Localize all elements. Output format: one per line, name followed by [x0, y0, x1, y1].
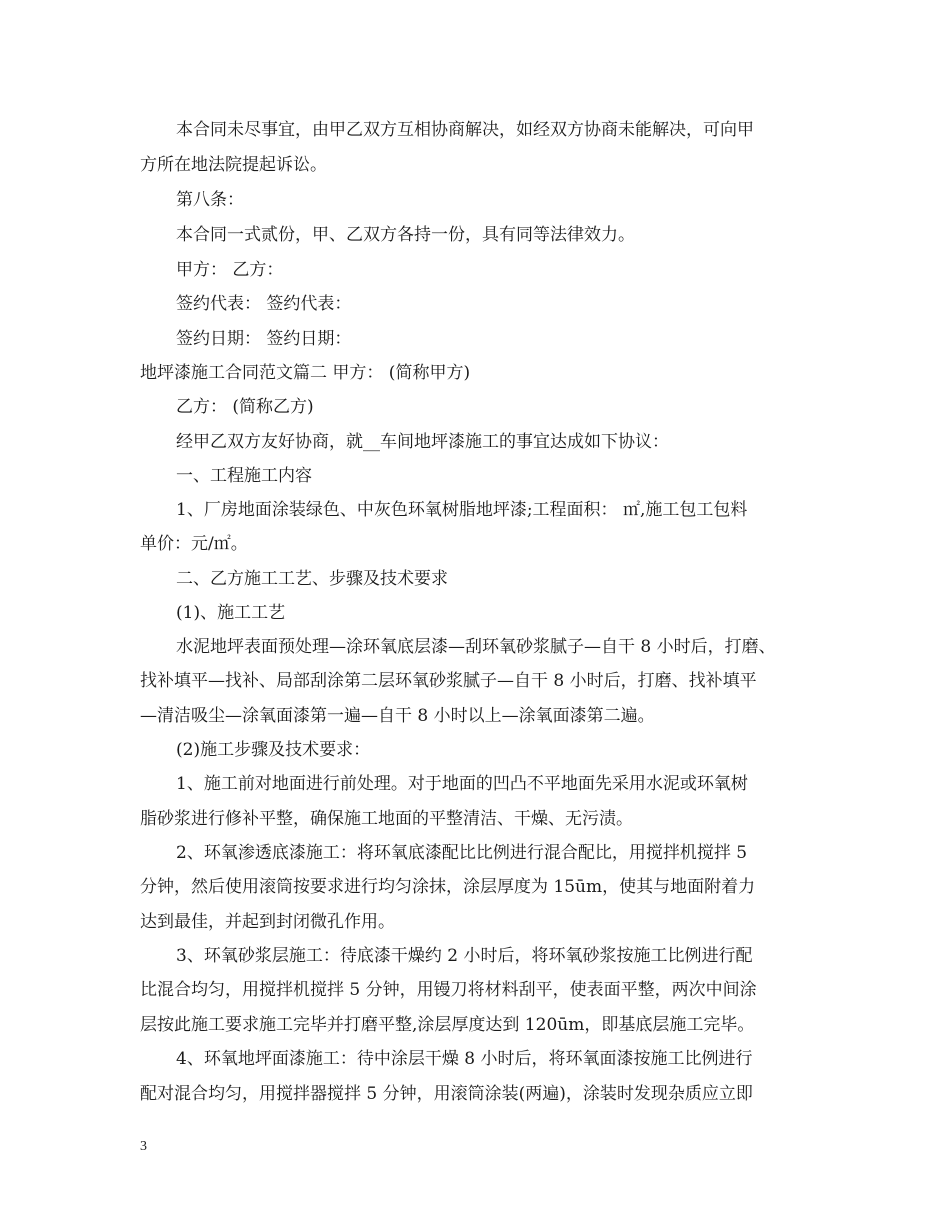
paragraph-line: 单价：元/㎡。: [140, 534, 248, 554]
paragraph-line: 分钟，然后使用滚筒按要求进行均匀涂抹，涂层厚度为 15ūm，使其与地面附着力: [140, 877, 756, 897]
paragraph-line: 水泥地坪表面预处理—涂环氧底层漆—刮环氧砂浆腻子—自干 8 小时后，打磨、: [176, 637, 776, 657]
paragraph-line: 找补填平—找补、局部刮涂第二层环氧砂浆腻子—自干 8 小时后，打磨、找补填平: [140, 671, 757, 691]
paragraph-line: 方所在地法院提起诉讼。: [140, 155, 327, 175]
paragraph-line: 比混合均匀，用搅拌机搅拌 5 分钟，用镘刀将材料刮平，使表面平整，两次中间涂: [140, 980, 757, 1000]
signature-party-line: 甲方： 乙方：: [176, 260, 284, 280]
paragraph-line: 达到最佳，并起到封闭微孔作用。: [140, 912, 395, 932]
section-title-line: 地坪漆施工合同范文篇二 甲方： (简称甲方): [140, 363, 471, 383]
paragraph-line: 脂砂浆进行修补平整，确保施工地面的平整清洁、干燥、无污渍。: [140, 809, 633, 829]
page-number: 3: [140, 1139, 147, 1154]
paragraph-line: —清洁吸尘—涂氧面漆第一遍—自干 8 小时以上—涂氧面漆第二遍。: [140, 706, 655, 726]
paragraph-line: 3、环氧砂浆层施工：待底漆干燥约 2 小时后，将环氧砂浆按施工比例进行配: [176, 946, 753, 966]
clause-heading: 二、乙方施工工艺、步骤及技术要求: [176, 569, 448, 589]
subclause-heading: (2)施工步骤及技术要求：: [176, 740, 371, 760]
clause-heading: 一、工程施工内容: [176, 466, 312, 486]
paragraph-line: 本合同一式贰份，甲、乙双方各持一份，具有同等法律效力。: [176, 225, 635, 245]
subclause-heading: (1)、施工工艺: [176, 603, 286, 623]
article-heading: 第八条：: [176, 190, 244, 210]
signature-representative-line: 签约代表： 签约代表：: [176, 294, 352, 314]
paragraph-line: 本合同未尽事宜，由甲乙双方互相协商解决，如经双方协商未能解决，可向甲: [176, 120, 754, 140]
party-b-line: 乙方： (简称乙方): [176, 397, 314, 417]
paragraph-line: 层按此施工要求施工完毕并打磨平整,涂层厚度达到 120ūm，即基底层施工完毕。: [140, 1015, 755, 1035]
paragraph-line: 1、厂房地面涂装绿色、中灰色环氧树脂地坪漆;工程面积： ㎡,施工包工包料: [176, 500, 748, 520]
signature-date-line: 签约日期： 签约日期：: [176, 329, 352, 349]
paragraph-line: 4、环氧地坪面漆施工：待中涂层干燥 8 小时后，将环氧面漆按施工比例进行: [176, 1049, 753, 1069]
paragraph-line: 2、环氧渗透底漆施工：将环氧底漆配比比例进行混合配比，用搅拌机搅拌 5: [176, 843, 748, 863]
paragraph-line: 配对混合均匀，用搅拌器搅拌 5 分钟，用滚筒涂装(两遍)，涂装时发现杂质应立即: [140, 1084, 753, 1104]
paragraph-line: 经甲乙双方友好协商，就__车间地坪漆施工的事宜达成如下协议：: [176, 432, 669, 452]
paragraph-line: 1、施工前对地面进行前处理。对于地面的凹凸不平地面先采用水泥或环氧树: [176, 774, 748, 794]
